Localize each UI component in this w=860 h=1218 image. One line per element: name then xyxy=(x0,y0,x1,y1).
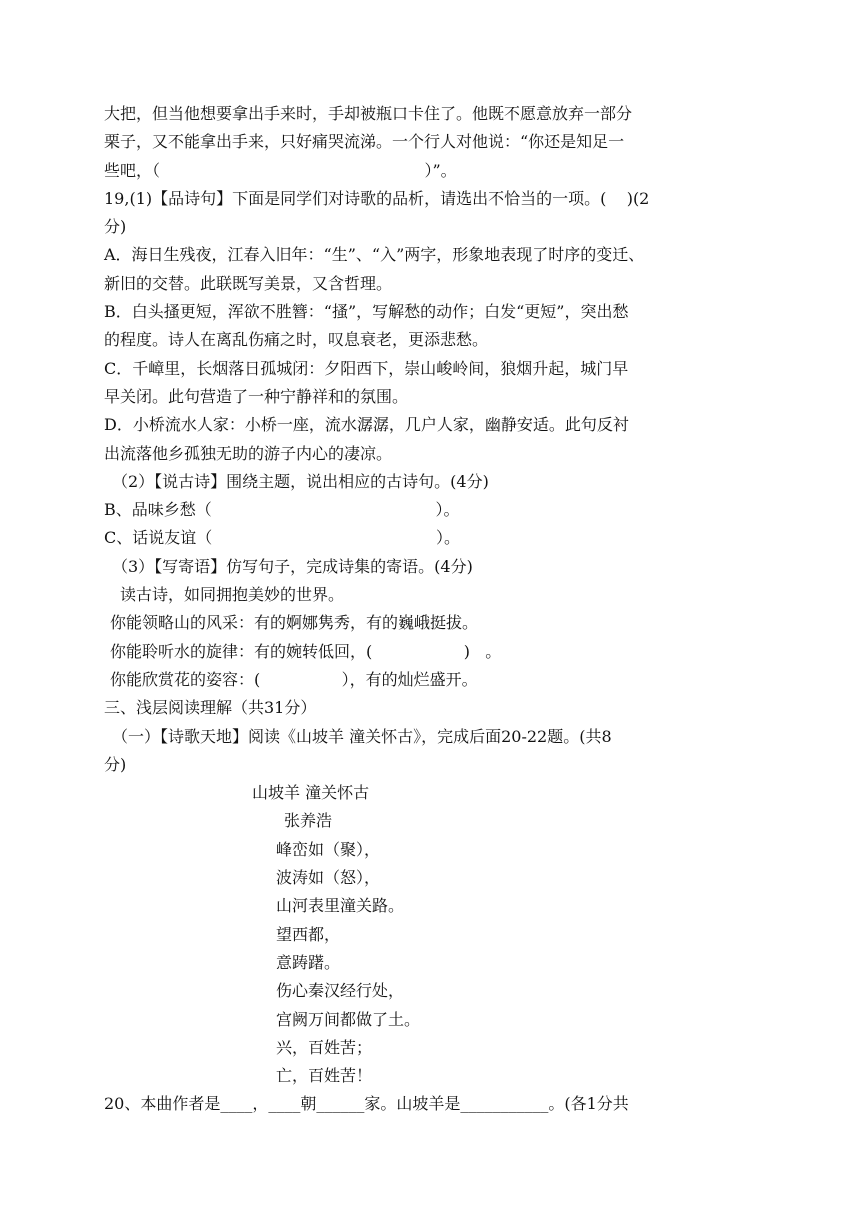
text-line: 的程度。诗人在离乱伤痛之时，叹息衰老，更添悲愁。 xyxy=(104,330,489,350)
question-19-1: 19,(1)【品诗句】下面是同学们对诗歌的品析，请选出不恰当的一项。( )(2 xyxy=(104,188,650,208)
poem-line: 兴，百姓苦； xyxy=(276,1037,373,1057)
poem-line: 波涛如（怒）， xyxy=(276,868,381,888)
option-c: C．千嶂里，长烟落日孤城闭：夕阳西下，崇山峻岭间，狼烟升起，城门早 xyxy=(104,358,629,378)
subsection-heading: （一）【诗歌天地】阅读《山坡羊 潼关怀古》，完成后面20-22题。(共8 xyxy=(112,726,612,746)
section-heading: 三、浅层阅读理解（共31分） xyxy=(104,698,317,718)
text-line: 分) xyxy=(104,217,127,237)
answer-line-c: C、话说友谊（ ）。 xyxy=(104,528,461,548)
text-line: 分) xyxy=(104,754,127,774)
text-line: 你能聆听水的旋律：有的婉转低回，( ) 。 xyxy=(110,641,502,661)
poem-line: 伤心秦汉经行处， xyxy=(276,981,405,1001)
text-line: 你能领略山的风采：有的婀娜隽秀，有的巍峨挺拔。 xyxy=(110,613,479,633)
text-line: 大把，但当他想要拿出手来时，手却被瓶口卡住了。他既不愿意放弃一部分 xyxy=(104,104,633,123)
answer-line-b: B、品味乡愁（ ）。 xyxy=(104,500,460,520)
text-line: 读古诗，如同拥抱美妙的世界。 xyxy=(120,585,345,605)
poem-line: 山河表里潼关路。 xyxy=(276,896,405,916)
text-line: 早关闭。此句营造了一种宁静祥和的氛围。 xyxy=(104,386,409,406)
question-19-3: （3）【写寄语】仿写句子，完成诗集的寄语。(4分) xyxy=(112,556,473,576)
question-19-2: （2）【说古诗】围绕主题，说出相应的古诗句。(4分) xyxy=(112,471,489,491)
question-20: 20、本曲作者是____，____朝______家。山坡羊是___________。(各1分共 xyxy=(104,1094,629,1114)
poem-line: 亡，百姓苦！ xyxy=(276,1066,373,1086)
text-line: 些吧，（ ）”。 xyxy=(104,160,457,180)
option-d: D．小桥流水人家：小桥一座，流水潺潺，几户人家，幽静安适。此句反衬 xyxy=(104,415,629,435)
option-a: A．海日生残夜，江春入旧年：“生”、“入”两字，形象地表现了时序的变迁、 xyxy=(104,245,645,265)
poem-line: 峰峦如（聚）， xyxy=(276,839,381,859)
poem-line: 宫阙万间都做了土。 xyxy=(276,1009,421,1029)
text-line: 你能欣赏花的姿容：( ），有的灿烂盛开。 xyxy=(110,669,478,689)
poem-author: 张养浩 xyxy=(284,811,333,831)
document-page xyxy=(104,100,678,1119)
text-line: 出流落他乡孤独无助的游子内心的凄凉。 xyxy=(104,443,393,463)
poem-line: 意踌躇。 xyxy=(276,952,341,972)
option-b: B．白头搔更短，浑欲不胜簪：“搔”，写解愁的动作；白发“更短”，突出愁 xyxy=(104,302,629,322)
poem-title: 山坡羊 潼关怀古 xyxy=(252,783,370,803)
poem-line: 望西都， xyxy=(276,924,341,944)
text-line: 新旧的交替。此联既写美景，又含哲理。 xyxy=(104,273,393,293)
text-line: 栗子，又不能拿出手来，只好痛哭流涕。一个行人对他说：“你还是知足一 xyxy=(104,132,625,152)
